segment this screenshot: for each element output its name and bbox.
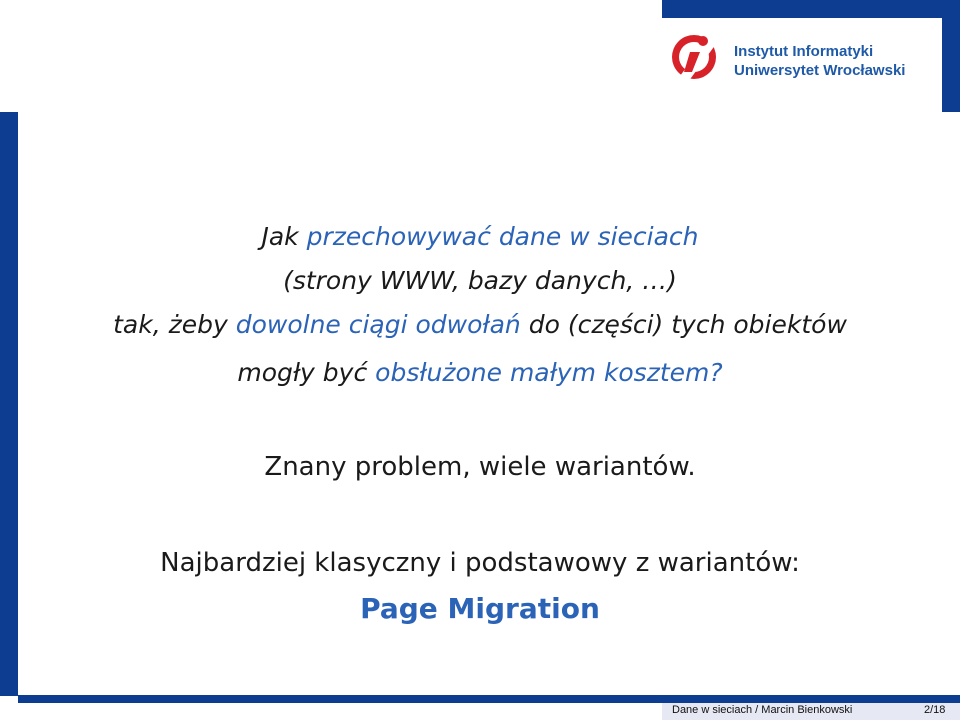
frame-top-bar — [662, 0, 960, 18]
variant-title: Page Migration — [360, 592, 600, 625]
question-line-3-plain: tak, żeby — [113, 310, 236, 339]
question-line-4 — [0, 358, 960, 387]
question-line-3-emph: dowolne ciągi odwołań — [235, 310, 521, 339]
question-line-3 — [0, 310, 960, 339]
institute-logo-icon — [670, 30, 720, 84]
statement-text: Znany problem, wiele wariantów. — [264, 452, 696, 482]
footer-title: Dane w sieciach — [672, 704, 753, 716]
footer-info — [672, 704, 852, 716]
footer-separator: / — [755, 704, 759, 716]
question-line-1 — [0, 222, 960, 251]
question-line-4-plain: mogły być — [237, 358, 376, 387]
question-line-1-plain: Jak — [261, 222, 307, 251]
footer-page-number: 2/18 — [924, 704, 946, 716]
institute-line-2: Uniwersytet Wrocławski — [734, 62, 906, 79]
question-line-3-rest: do (części) tych obiektów — [520, 310, 847, 339]
question-line-2: (strony WWW, bazy danych, …) — [283, 266, 677, 295]
variant-intro-text: Najbardziej klasyczny i podstawowy z wariantów: — [160, 548, 800, 578]
footer-rule — [18, 695, 960, 703]
question-line-1-emph: przechowywać dane w sieciach — [306, 222, 699, 251]
footer-author: Marcin Bienkowski — [761, 704, 853, 716]
institute-line-1: Instytut Informatyki — [734, 43, 874, 60]
institute-name — [734, 42, 905, 80]
frame-right-bar — [942, 0, 960, 112]
question-line-4-emph: obsłużone małym kosztem? — [375, 358, 723, 387]
